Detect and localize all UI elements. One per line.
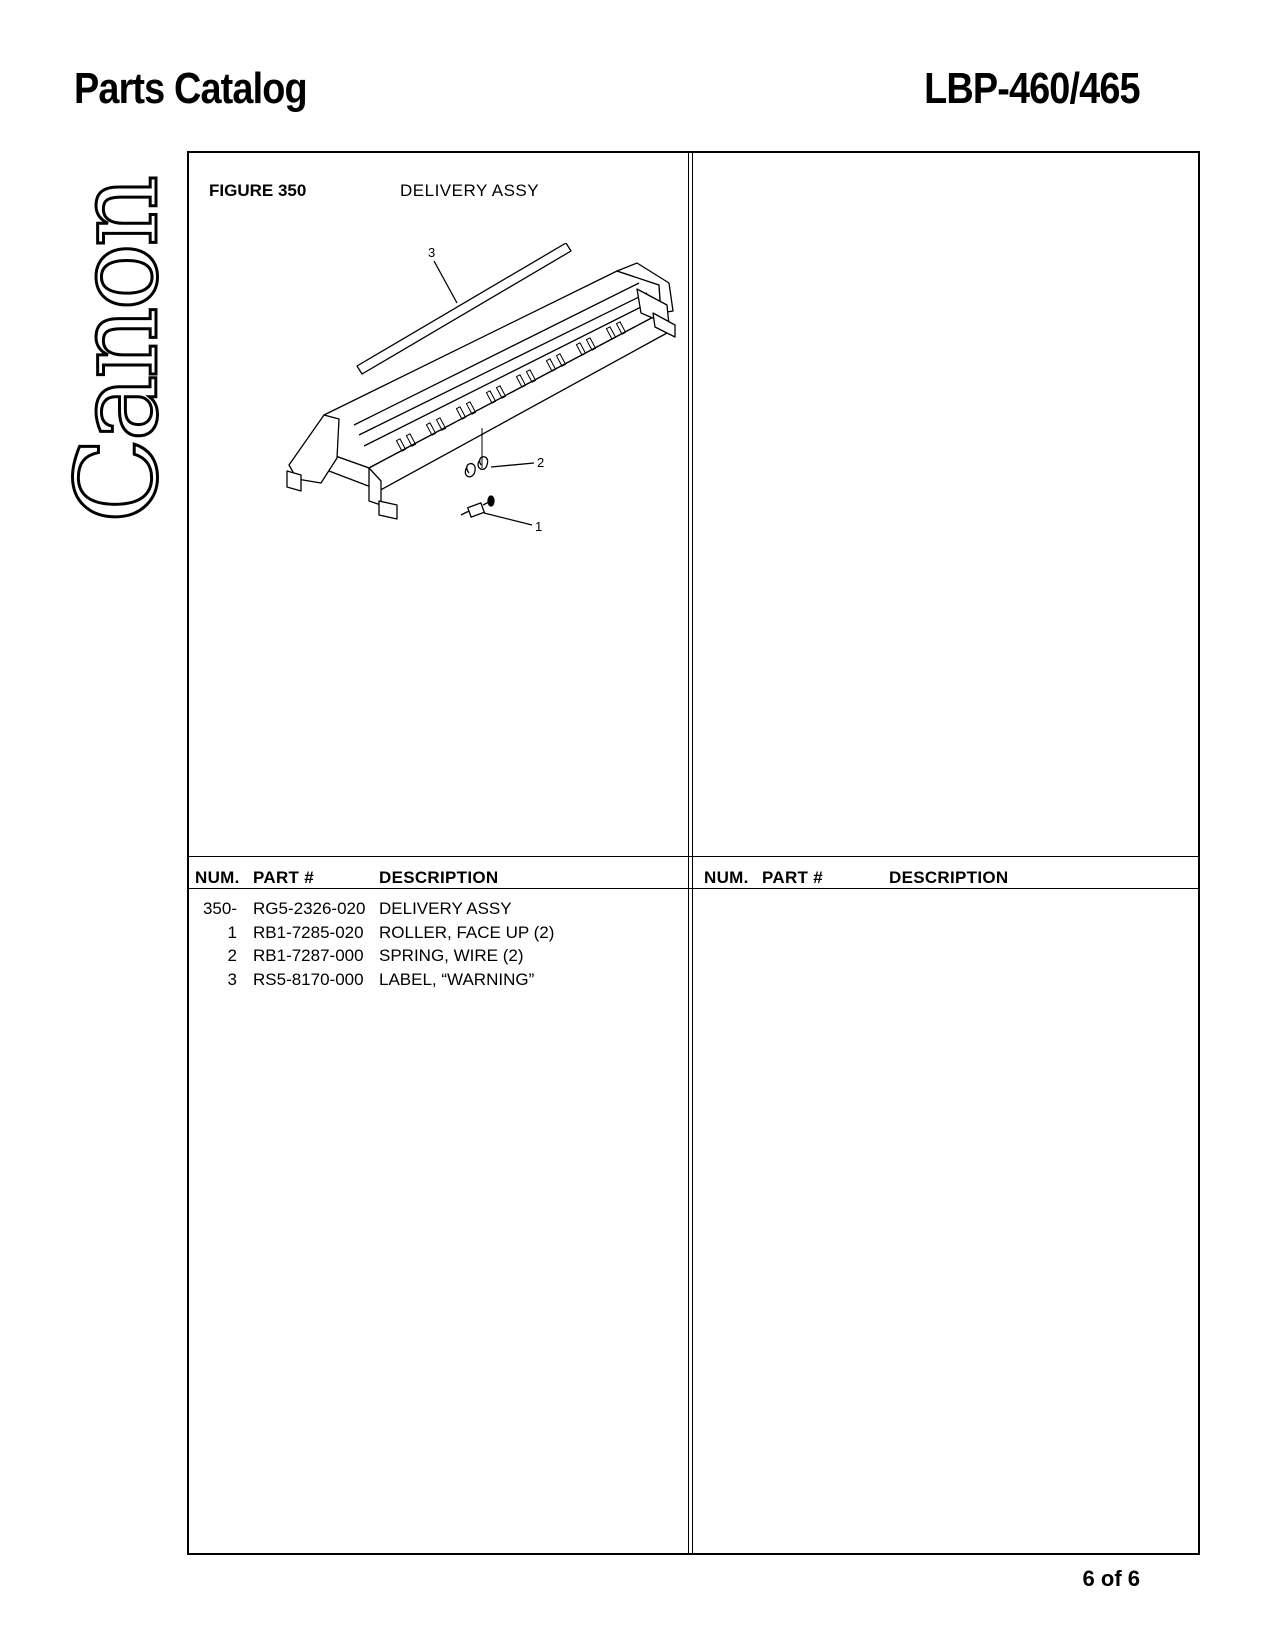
table-header-top-rule <box>189 856 1198 857</box>
row-description: ROLLER, FACE UP (2) <box>379 923 555 942</box>
callout-leader-1 <box>484 513 532 525</box>
callout-leader-2 <box>491 463 534 467</box>
row-part-number: RS5-8170-000 <box>253 970 364 989</box>
right-header-description: DESCRIPTION <box>889 868 1009 887</box>
left-header-part: PART # <box>253 868 314 887</box>
callout-3: 3 <box>428 245 436 260</box>
callout-2: 2 <box>537 455 545 470</box>
brand-logo <box>53 136 183 566</box>
row-num: 3 <box>227 970 237 989</box>
page-title: Parts Catalog <box>74 64 307 113</box>
right-header-part: PART # <box>762 868 823 887</box>
model-title: LBP-460/465 <box>924 64 1140 113</box>
catalog-frame <box>187 151 1200 1555</box>
figure-title: DELIVERY ASSY <box>400 181 540 200</box>
row-description: SPRING, WIRE (2) <box>379 946 524 965</box>
row-num: 1 <box>227 923 237 942</box>
row-description: LABEL, “WARNING” <box>379 970 535 989</box>
row-num: 2 <box>227 946 237 965</box>
right-header-num: NUM. <box>704 868 749 887</box>
page-number: 6 of 6 <box>1082 1566 1140 1591</box>
left-header-num: NUM. <box>195 868 240 887</box>
row-part-number: RG5-2326-020 <box>253 899 366 918</box>
figure-number: FIGURE 350 <box>209 181 307 200</box>
row-num: 350- <box>202 899 237 918</box>
row-description: DELIVERY ASSY <box>379 899 512 918</box>
table-header-bottom-rule <box>189 888 1198 889</box>
brand-logo-wordmark: Canon <box>53 178 183 524</box>
row-part-number: RB1-7285-020 <box>253 923 364 942</box>
callout-leader-3 <box>434 261 457 303</box>
spring-wire-part <box>465 457 487 477</box>
row-part-number: RB1-7287-000 <box>253 946 364 965</box>
left-header-description: DESCRIPTION <box>379 868 499 887</box>
delivery-assy-diagram <box>229 243 829 703</box>
callout-1: 1 <box>535 519 543 534</box>
